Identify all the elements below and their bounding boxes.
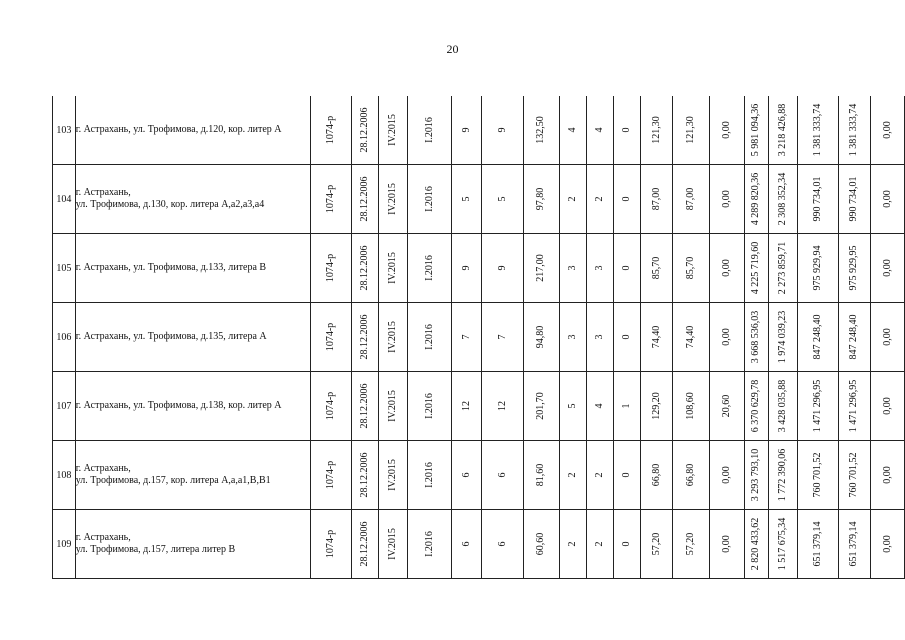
- relocated-residents-count-value: 7: [496, 334, 508, 340]
- relocated-residents-count-value: 6: [496, 472, 508, 478]
- living-area-municipal-cell: [709, 510, 744, 579]
- rooms-municipal-cell: [613, 441, 640, 510]
- table-row: [53, 441, 905, 510]
- rooms-municipal-value: 0: [620, 196, 632, 202]
- funds-regional-2-cell: [838, 303, 871, 372]
- table-row: [53, 510, 905, 579]
- living-area-municipal-cell: [709, 303, 744, 372]
- funds-fund-value: 1 974 039,23: [777, 310, 789, 364]
- planned-relocation-end-value: IV.2015: [387, 252, 399, 284]
- order-number-cell: [311, 96, 351, 165]
- living-area-total-cell: [640, 234, 673, 303]
- residents-count-value: 9: [460, 127, 472, 133]
- page-number: 20: [446, 42, 459, 56]
- living-area-municipal-value: 0,00: [720, 466, 732, 484]
- relocated-residents-count-cell: [482, 441, 523, 510]
- planned-relocation-end-cell: [378, 441, 408, 510]
- rooms-total-value: 5: [567, 403, 579, 409]
- cost-total-value: 3 293 793,10: [750, 448, 762, 502]
- rooms-private-cell: [587, 96, 614, 165]
- approval-date-value: 28.12.2006: [358, 314, 370, 360]
- address-cell: [75, 234, 311, 303]
- rooms-municipal-value: 0: [620, 541, 632, 547]
- rooms-private-cell: [587, 165, 614, 234]
- funds-regional-cell: [798, 372, 838, 441]
- relocation-deadline-cell: [408, 96, 451, 165]
- approval-date-value: 28.12.2006: [358, 383, 370, 429]
- funds-fund-value: 3 428 035,88: [777, 379, 789, 433]
- planned-relocation-end-value: IV.2015: [387, 114, 399, 146]
- order-number-value: 1074-р: [325, 322, 337, 352]
- cost-total-cell: [744, 165, 769, 234]
- total-area-cell: [523, 96, 559, 165]
- rooms-total-value: 2: [567, 472, 579, 478]
- row-number: 103: [53, 96, 76, 165]
- funds-fund-cell: [769, 441, 798, 510]
- total-area-cell: [523, 441, 559, 510]
- rooms-total-value: 2: [567, 196, 579, 202]
- living-area-total-cell: [640, 441, 673, 510]
- order-number-value: 1074-р: [325, 529, 337, 559]
- rooms-municipal-cell: [613, 96, 640, 165]
- order-number-cell: [311, 165, 351, 234]
- living-area-total-cell: [640, 510, 673, 579]
- funds-regional-2-value: 1 471 296,95: [848, 379, 860, 433]
- cost-total-value: 3 668 536,03: [750, 310, 762, 364]
- residents-count-value: 9: [460, 265, 472, 271]
- funds-local-value: 0,00: [881, 328, 893, 346]
- rooms-total-value: 4: [567, 127, 579, 133]
- cost-total-value: 4 289 820,36: [750, 172, 762, 226]
- address-line: г. Астрахань, ул. Трофимова, д.133, литера В: [75, 262, 267, 273]
- funds-fund-cell: [769, 234, 798, 303]
- rooms-total-value: 3: [567, 334, 579, 340]
- rooms-private-value: 4: [593, 127, 605, 133]
- residents-count-cell: [451, 510, 482, 579]
- cost-total-cell: [744, 96, 769, 165]
- rooms-private-value: 2: [593, 541, 605, 547]
- funds-fund-value: 1 772 390,06: [777, 448, 789, 502]
- residents-count-value: 6: [460, 472, 472, 478]
- table-row: [53, 96, 905, 165]
- living-area-private-value: 66,80: [685, 463, 697, 487]
- funds-regional-2-cell: [838, 234, 871, 303]
- rooms-private-value: 4: [593, 403, 605, 409]
- funds-local-value: 0,00: [881, 259, 893, 277]
- living-area-municipal-value: 0,00: [720, 190, 732, 208]
- funds-fund-cell: [769, 96, 798, 165]
- address-cell: [75, 165, 311, 234]
- funds-regional-2-value: 990 734,01: [848, 176, 860, 222]
- funds-regional-2-value: 760 701,52: [848, 452, 860, 498]
- row-number: 108: [53, 441, 76, 510]
- approval-date-cell: [351, 96, 378, 165]
- relocation-deadline-value: I.2016: [423, 531, 435, 557]
- rooms-total-cell: [560, 441, 587, 510]
- living-area-total-value: 57,20: [650, 532, 662, 556]
- order-number-value: 1074-р: [325, 115, 337, 145]
- living-area-private-value: 85,70: [685, 256, 697, 280]
- cost-total-cell: [744, 510, 769, 579]
- living-area-municipal-value: 0,00: [720, 259, 732, 277]
- planned-relocation-end-cell: [378, 234, 408, 303]
- address-line: ул. Трофимова, д.157, кор. литера А,а,а1,В,В1: [75, 475, 271, 486]
- funds-regional-cell: [798, 96, 838, 165]
- residents-count-cell: [451, 303, 482, 372]
- funds-local-value: 0,00: [881, 121, 893, 139]
- funds-regional-value: 760 701,52: [811, 452, 823, 498]
- living-area-private-value: 57,20: [685, 532, 697, 556]
- living-area-municipal-value: 0,00: [720, 535, 732, 553]
- residents-count-value: 5: [460, 196, 472, 202]
- address-line: г. Астрахань, ул. Трофимова, д.120, кор. литер А: [75, 124, 282, 135]
- address-cell: [75, 303, 311, 372]
- funds-fund-cell: [769, 510, 798, 579]
- order-number-value: 1074-р: [325, 460, 337, 490]
- relocated-residents-count-cell: [482, 510, 523, 579]
- funds-local-cell: [871, 372, 905, 441]
- rooms-private-value: 3: [593, 265, 605, 271]
- total-area-value: 60,60: [535, 532, 547, 556]
- relocated-residents-count-value: 6: [496, 541, 508, 547]
- address-line: ул. Трофимова, д.157, литера литер В: [75, 544, 236, 555]
- total-area-cell: [523, 510, 559, 579]
- living-area-total-cell: [640, 96, 673, 165]
- address-line: г. Астрахань,: [75, 532, 131, 543]
- approval-date-value: 28.12.2006: [358, 521, 370, 567]
- relocation-deadline-value: I.2016: [423, 117, 435, 143]
- rooms-total-value: 2: [567, 541, 579, 547]
- planned-relocation-end-cell: [378, 510, 408, 579]
- living-area-private-cell: [673, 303, 709, 372]
- approval-date-cell: [351, 234, 378, 303]
- address-line: г. Астрахань,: [75, 187, 131, 198]
- rooms-municipal-cell: [613, 510, 640, 579]
- total-area-cell: [523, 165, 559, 234]
- funds-local-value: 0,00: [881, 535, 893, 553]
- approval-date-value: 28.12.2006: [358, 452, 370, 498]
- row-number: 106: [53, 303, 76, 372]
- cost-total-cell: [744, 372, 769, 441]
- living-area-private-cell: [673, 372, 709, 441]
- living-area-total-cell: [640, 372, 673, 441]
- funds-local-cell: [871, 510, 905, 579]
- address-cell: [75, 510, 311, 579]
- funds-regional-2-value: 847 248,40: [848, 314, 860, 360]
- total-area-cell: [523, 372, 559, 441]
- approval-date-cell: [351, 441, 378, 510]
- funds-local-cell: [871, 96, 905, 165]
- total-area-value: 97,80: [535, 187, 547, 211]
- order-number-cell: [311, 510, 351, 579]
- relocated-residents-count-value: 9: [496, 265, 508, 271]
- relocation-deadline-value: I.2016: [423, 186, 435, 212]
- funds-regional-value: 847 248,40: [811, 314, 823, 360]
- funds-regional-cell: [798, 234, 838, 303]
- living-area-municipal-cell: [709, 234, 744, 303]
- living-area-total-cell: [640, 303, 673, 372]
- living-area-municipal-value: 20,60: [720, 394, 732, 418]
- planned-relocation-end-value: IV.2015: [387, 528, 399, 560]
- funds-local-cell: [871, 441, 905, 510]
- rooms-municipal-value: 0: [620, 334, 632, 340]
- total-area-cell: [523, 303, 559, 372]
- row-number: 109: [53, 510, 76, 579]
- funds-fund-cell: [769, 372, 798, 441]
- residents-count-cell: [451, 234, 482, 303]
- living-area-private-value: 87,00: [685, 187, 697, 211]
- data-table: [52, 96, 905, 579]
- funds-regional-cell: [798, 510, 838, 579]
- relocation-deadline-cell: [408, 510, 451, 579]
- approval-date-value: 28.12.2006: [358, 245, 370, 291]
- relocated-residents-count-cell: [482, 303, 523, 372]
- approval-date-cell: [351, 303, 378, 372]
- relocation-deadline-cell: [408, 372, 451, 441]
- cost-total-cell: [744, 303, 769, 372]
- residents-count-value: 7: [460, 334, 472, 340]
- address-cell: [75, 96, 311, 165]
- order-number-cell: [311, 372, 351, 441]
- funds-local-cell: [871, 165, 905, 234]
- address-line: г. Астрахань,: [75, 463, 131, 474]
- funds-regional-2-value: 975 929,95: [848, 245, 860, 291]
- relocated-residents-count-cell: [482, 234, 523, 303]
- living-area-municipal-cell: [709, 96, 744, 165]
- living-area-private-cell: [673, 165, 709, 234]
- rooms-municipal-cell: [613, 234, 640, 303]
- rooms-total-cell: [560, 372, 587, 441]
- cost-total-value: 4 225 719,60: [750, 241, 762, 295]
- residents-count-value: 6: [460, 541, 472, 547]
- row-number: 105: [53, 234, 76, 303]
- relocation-deadline-cell: [408, 165, 451, 234]
- order-number-cell: [311, 303, 351, 372]
- living-area-municipal-value: 0,00: [720, 121, 732, 139]
- total-area-cell: [523, 234, 559, 303]
- rooms-private-cell: [587, 303, 614, 372]
- funds-regional-2-cell: [838, 510, 871, 579]
- order-number-value: 1074-р: [325, 391, 337, 421]
- rooms-total-cell: [560, 234, 587, 303]
- row-number: 107: [53, 372, 76, 441]
- funds-fund-value: 3 218 426,88: [777, 103, 789, 157]
- residents-count-cell: [451, 372, 482, 441]
- relocation-deadline-value: I.2016: [423, 324, 435, 350]
- relocation-deadline-value: I.2016: [423, 255, 435, 281]
- approval-date-cell: [351, 372, 378, 441]
- address-line: ул. Трофимова, д.130, кор. литера А,а2,а3,а4: [75, 199, 265, 210]
- rooms-total-cell: [560, 510, 587, 579]
- residents-count-cell: [451, 165, 482, 234]
- relocated-residents-count-cell: [482, 96, 523, 165]
- living-area-private-cell: [673, 441, 709, 510]
- rooms-private-value: 2: [593, 196, 605, 202]
- funds-regional-2-cell: [838, 441, 871, 510]
- living-area-municipal-cell: [709, 441, 744, 510]
- rooms-total-cell: [560, 303, 587, 372]
- funds-local-cell: [871, 234, 905, 303]
- funds-regional-value: 990 734,01: [811, 176, 823, 222]
- residents-count-cell: [451, 441, 482, 510]
- approval-date-cell: [351, 165, 378, 234]
- relocation-deadline-cell: [408, 441, 451, 510]
- total-area-value: 81,60: [535, 463, 547, 487]
- funds-regional-value: 1 381 333,74: [811, 103, 823, 157]
- funds-regional-2-value: 1 381 333,74: [848, 103, 860, 157]
- order-number-cell: [311, 234, 351, 303]
- living-area-total-value: 85,70: [650, 256, 662, 280]
- cost-total-value: 6 370 629,78: [750, 379, 762, 433]
- order-number-cell: [311, 441, 351, 510]
- rooms-municipal-value: 1: [620, 403, 632, 409]
- address-line: г. Астрахань, ул. Трофимова, д.138, кор. литер А: [75, 400, 282, 411]
- planned-relocation-end-cell: [378, 303, 408, 372]
- relocated-residents-count-cell: [482, 165, 523, 234]
- funds-local-cell: [871, 303, 905, 372]
- living-area-private-cell: [673, 234, 709, 303]
- rooms-total-cell: [560, 165, 587, 234]
- rooms-municipal-value: 0: [620, 265, 632, 271]
- planned-relocation-end-value: IV.2015: [387, 459, 399, 491]
- total-area-value: 201,70: [535, 392, 547, 420]
- funds-regional-2-cell: [838, 96, 871, 165]
- relocated-residents-count-value: 5: [496, 196, 508, 202]
- living-area-municipal-value: 0,00: [720, 328, 732, 346]
- funds-fund-cell: [769, 303, 798, 372]
- total-area-value: 217,00: [535, 254, 547, 282]
- funds-fund-value: 2 273 859,71: [777, 241, 789, 295]
- rooms-total-cell: [560, 96, 587, 165]
- rooms-private-value: 3: [593, 334, 605, 340]
- living-area-private-cell: [673, 96, 709, 165]
- address-cell: [75, 372, 311, 441]
- funds-fund-value: 1 517 675,34: [777, 517, 789, 571]
- living-area-municipal-cell: [709, 165, 744, 234]
- living-area-total-cell: [640, 165, 673, 234]
- living-area-total-value: 121,30: [650, 116, 662, 144]
- living-area-total-value: 74,40: [650, 325, 662, 349]
- rooms-municipal-value: 0: [620, 127, 632, 133]
- planned-relocation-end-value: IV.2015: [387, 390, 399, 422]
- funds-regional-2-cell: [838, 372, 871, 441]
- rooms-private-cell: [587, 372, 614, 441]
- relocated-residents-count-value: 12: [496, 401, 508, 411]
- rooms-private-cell: [587, 510, 614, 579]
- funds-fund-value: 2 308 352,34: [777, 172, 789, 226]
- funds-regional-2-cell: [838, 165, 871, 234]
- living-area-total-value: 66,80: [650, 463, 662, 487]
- table-row: [53, 303, 905, 372]
- funds-regional-2-value: 651 379,14: [848, 521, 860, 567]
- funds-local-value: 0,00: [881, 397, 893, 415]
- living-area-total-value: 87,00: [650, 187, 662, 211]
- funds-regional-cell: [798, 303, 838, 372]
- cost-total-cell: [744, 441, 769, 510]
- rooms-municipal-cell: [613, 303, 640, 372]
- order-number-value: 1074-р: [325, 253, 337, 283]
- table-row: [53, 234, 905, 303]
- cost-total-value: 2 820 433,62: [750, 517, 762, 571]
- planned-relocation-end-cell: [378, 372, 408, 441]
- funds-regional-value: 975 929,94: [811, 245, 823, 291]
- funds-regional-cell: [798, 441, 838, 510]
- living-area-private-value: 74,40: [685, 325, 697, 349]
- living-area-private-value: 108,60: [685, 392, 697, 420]
- cost-total-cell: [744, 234, 769, 303]
- relocation-deadline-cell: [408, 234, 451, 303]
- relocation-deadline-cell: [408, 303, 451, 372]
- approval-date-value: 28.12.2006: [358, 176, 370, 222]
- row-number: 104: [53, 165, 76, 234]
- address-line: г. Астрахань, ул. Трофимова, д.135, литера А: [75, 331, 267, 342]
- cost-total-value: 5 981 094,36: [750, 103, 762, 157]
- rooms-private-cell: [587, 234, 614, 303]
- planned-relocation-end-value: IV.2015: [387, 183, 399, 215]
- planned-relocation-end-value: IV.2015: [387, 321, 399, 353]
- planned-relocation-end-cell: [378, 165, 408, 234]
- rooms-total-value: 3: [567, 265, 579, 271]
- table-row: [53, 372, 905, 441]
- funds-fund-cell: [769, 165, 798, 234]
- funds-regional-value: 1 471 296,95: [811, 379, 823, 433]
- rooms-municipal-value: 0: [620, 472, 632, 478]
- funds-regional-cell: [798, 165, 838, 234]
- living-area-private-cell: [673, 510, 709, 579]
- relocation-deadline-value: I.2016: [423, 462, 435, 488]
- address-cell: [75, 441, 311, 510]
- rooms-municipal-cell: [613, 372, 640, 441]
- rooms-private-value: 2: [593, 472, 605, 478]
- relocation-deadline-value: I.2016: [423, 393, 435, 419]
- funds-local-value: 0,00: [881, 466, 893, 484]
- living-area-private-value: 121,30: [685, 116, 697, 144]
- living-area-municipal-cell: [709, 372, 744, 441]
- rooms-municipal-cell: [613, 165, 640, 234]
- total-area-value: 132,50: [535, 116, 547, 144]
- funds-regional-value: 651 379,14: [811, 521, 823, 567]
- approval-date-cell: [351, 510, 378, 579]
- funds-local-value: 0,00: [881, 190, 893, 208]
- rooms-private-cell: [587, 441, 614, 510]
- residents-count-value: 12: [460, 401, 472, 411]
- planned-relocation-end-cell: [378, 96, 408, 165]
- total-area-value: 94,80: [535, 325, 547, 349]
- approval-date-value: 28.12.2006: [358, 107, 370, 153]
- living-area-total-value: 129,20: [650, 392, 662, 420]
- table-row: [53, 165, 905, 234]
- relocated-residents-count-cell: [482, 372, 523, 441]
- residents-count-cell: [451, 96, 482, 165]
- relocated-residents-count-value: 9: [496, 127, 508, 133]
- order-number-value: 1074-р: [325, 184, 337, 214]
